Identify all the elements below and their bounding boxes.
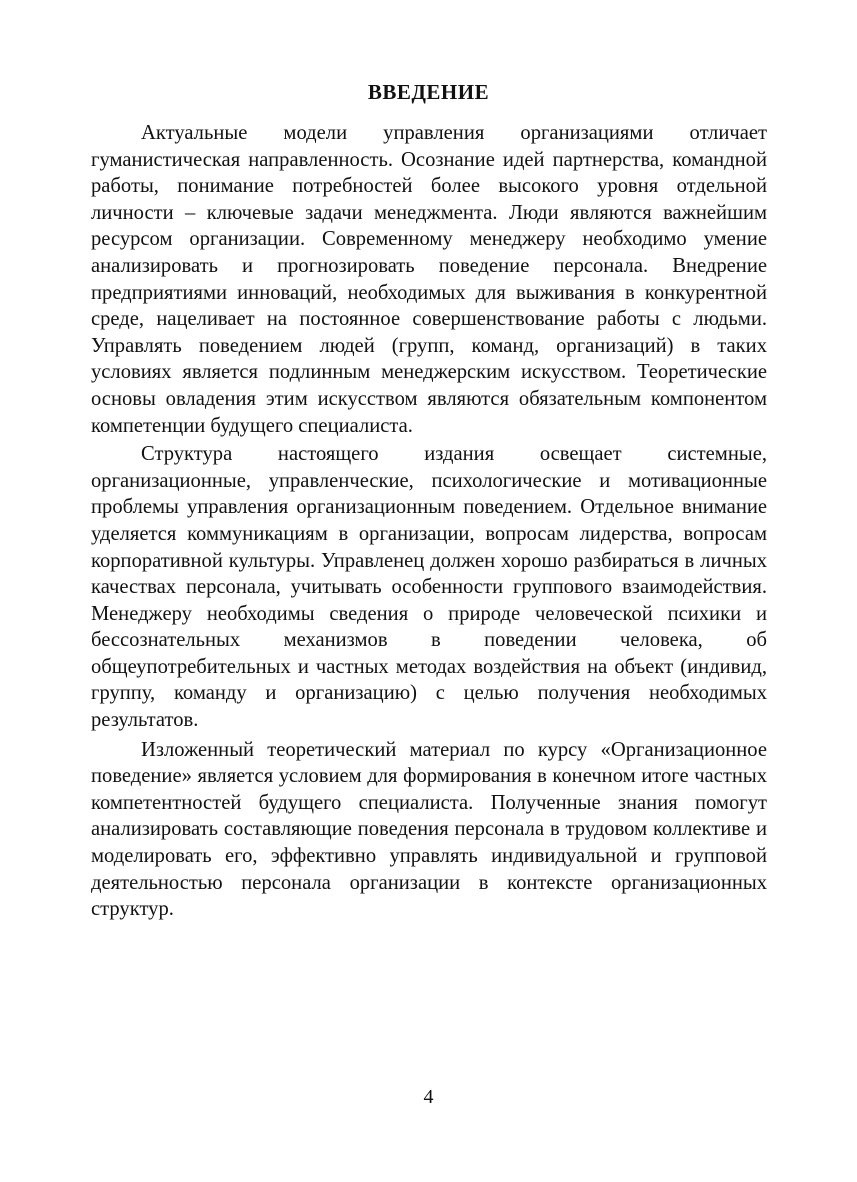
- paragraph-3: Изложенный теоретический материал по курсу «Организационное поведение» является условием для формирования в конечном итоге частных компетентностей будущего специалиста. Полученные знания помогут анализировать составляющие поведения персонала в трудовом коллективе и моделировать его, эффективно управлять индивидуальной и групповой деятельностью персонала организации в контексте организационных структур.: [91, 738, 767, 921]
- paragraph-1: Актуальные модели управления организациями отличает гуманистическая направленность. Осознание идей партнерства, командной работы, понимание потребностей более высокого уровня отдельной личности – ключевые задачи менеджмента. Люди являются важнейшим ресурсом организации. Современному менеджеру необходимо умение анализировать и прогнозировать поведение персонала. Внедрение предприятиями инноваций, необходимых для выживания в конкурентной среде, нацеливает на постоянное совершенствование работы с людьми. Управлять поведением людей (групп, команд, организаций) в таких условиях является подлинным менеджерским искусством. Теоретические основы овладения этим искусством являются обязательным компонентом компетенции будущего специалиста.: [91, 122, 767, 437]
- paragraph-2: Структура настоящего издания освещает системные, организационные, управленческие, психологические и мотивационные проблемы управления организационным поведением. Отдельное внимание уделяется коммуникациям в организации, вопросам лидерства, вопросам корпоративной культуры. Управленец должен хорошо разбираться в личных качествах персонала, учитывать особенности группового взаимодействия. Менеджеру необходимы сведения о природе человеческой психики и бессознательных механизмов в поведении человека, об общеупотребительных и частных методах воздействия на объект (индивид, группу, команду и организацию) с целью получения необходимых результатов.: [91, 443, 767, 732]
- body-text: [91, 120, 767, 923]
- page-number: 4: [423, 1086, 434, 1108]
- page-title: ВВЕДЕНИЕ: [367, 80, 490, 104]
